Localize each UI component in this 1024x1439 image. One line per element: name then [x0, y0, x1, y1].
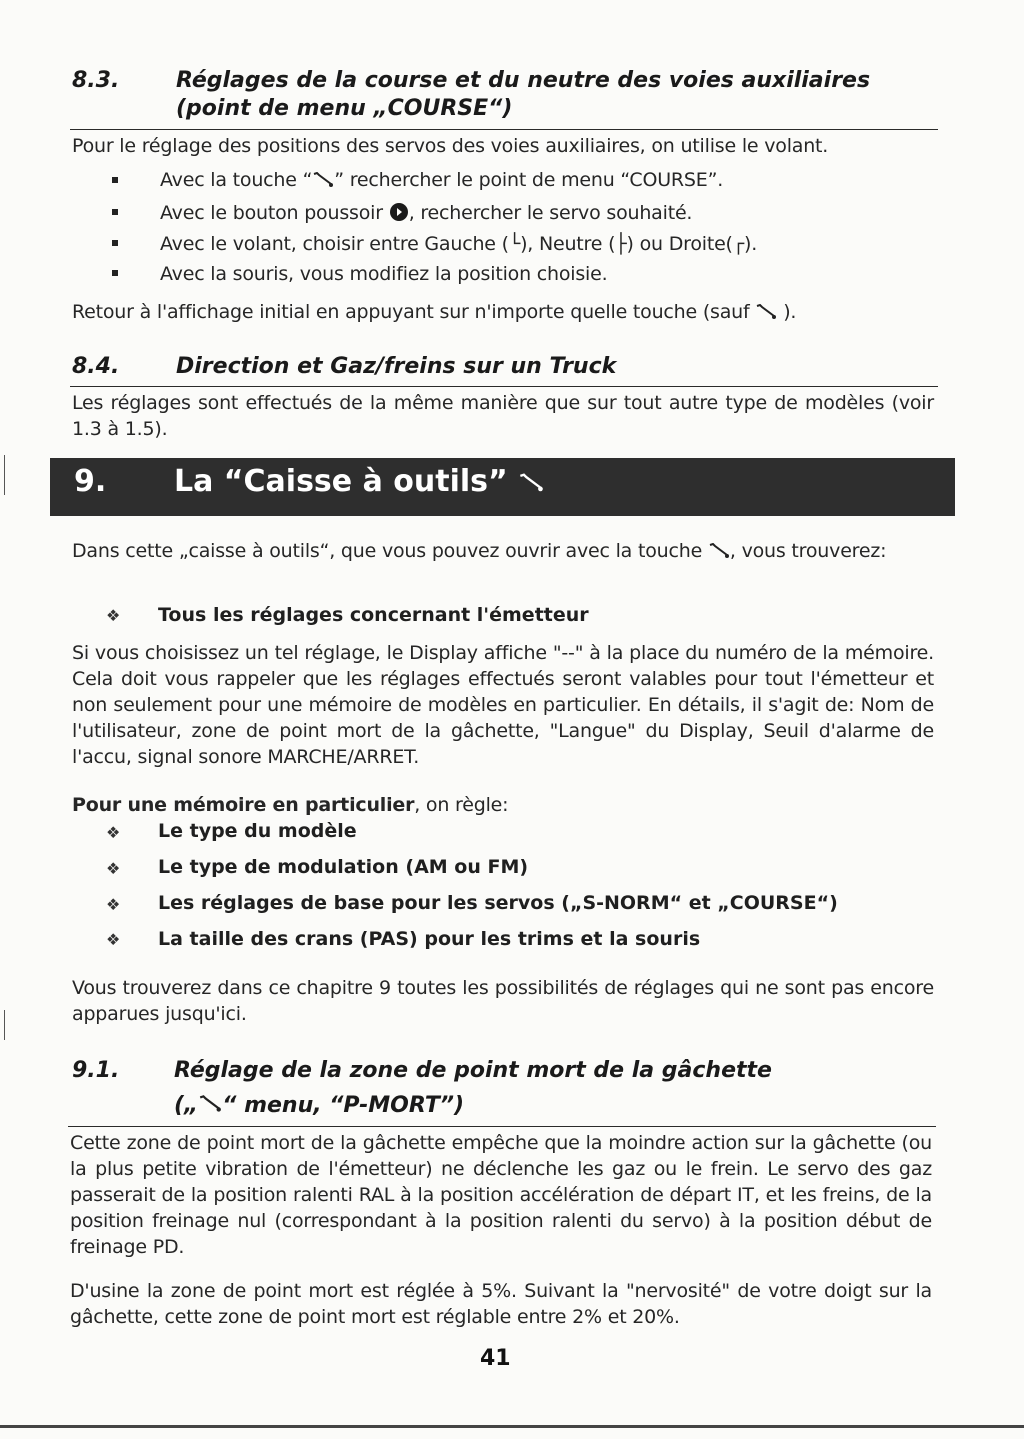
scan-edge-mark — [4, 1010, 5, 1040]
bullet-square — [112, 240, 118, 246]
chapter-9-paragraph-1: Si vous choisissez un tel réglage, le Display affiche "--" à la place du numéro de la mémoire. Cela doit vous rappeler que les réglages effectués seront valables pour tout l'émetteur et non seulement pour une mémoire de modèles en particulier. En détails, il s'agit de: Nom de l'utilisateur, zone de point mort de la gâchette, "Langue" du Display, Seuil d'alarme de l'accu, signal sonore MARCHE/ARRET. — [72, 642, 934, 768]
section-8-4-text: Les réglages sont effectués de la même manière que sur tout autre type de modèles (voir 1.3 à 1.5). — [72, 392, 934, 440]
push-button-icon — [389, 202, 409, 222]
page-number: 41 — [480, 1346, 511, 1371]
chapter-9-title: La “Caisse à outils” — [174, 464, 544, 499]
section-8-4-number: 8.4. — [72, 354, 120, 379]
scan-bottom-line — [0, 1425, 1024, 1428]
section-9-1-number: 9.1. — [72, 1058, 120, 1083]
diamond-bullet-icon: ❖ — [106, 895, 121, 914]
diamond-bullet-icon: ❖ — [106, 859, 121, 878]
chapter-9-banner — [50, 458, 955, 516]
memoire-item-2: Le type de modulation (AM ou FM) — [158, 856, 529, 878]
section-9-1-paragraph-2: D'usine la zone de point mort est réglée à 5%. Suivant la "nervosité" de votre doigt sur la gâchette, cette zone de point mort est réglable entre 2% et 20%. — [70, 1280, 932, 1328]
memoire-item-3: Les réglages de base pour les servos („S-NORM“ et „COURSE“) — [158, 892, 838, 914]
section-8-3-retour: Retour à l'affichage initial en appuyant sur n'importe quelle touche (sauf ). — [72, 301, 797, 323]
wrench-icon — [518, 473, 544, 493]
bullet-square — [112, 270, 118, 276]
bullet-item-2: Avec le bouton poussoir , rechercher le servo souhaité. — [160, 202, 693, 224]
diamond-bullet-icon: ❖ — [106, 606, 121, 625]
bullet-item-1: Avec la touche “ ” rechercher le point de menu “COURSE”. — [160, 169, 724, 191]
scan-edge-mark — [4, 455, 5, 495]
wrench-icon — [755, 304, 777, 320]
memoire-item-4: La taille des crans (PAS) pour les trims et la souris — [158, 928, 701, 950]
bullet-item-3: Avec le volant, choisir entre Gauche (└), Neutre (├) ou Droite(┌). — [160, 233, 758, 255]
chapter-9-outro: Vous trouverez dans ce chapitre 9 toutes les possibilités de réglages qui ne sont pas encore apparues jusqu'ici. — [72, 977, 934, 1025]
chapter-9-memoire-line: Pour une mémoire en particulier, on règle: — [72, 794, 509, 816]
section-8-3-title-line1: Réglages de la course et du neutre des voies auxiliaires — [176, 68, 871, 93]
wrench-icon — [708, 543, 730, 559]
chapter-9-intro: Dans cette „caisse à outils“, que vous pouvez ouvrir avec la touche , vous trouverez: — [72, 540, 887, 562]
section-8-4-title: Direction et Gaz/freins sur un Truck — [176, 354, 617, 379]
section-8-3-intro: Pour le réglage des positions des servos des voies auxiliaires, on utilise le volant. — [72, 135, 829, 157]
section-8-3-rule — [70, 129, 938, 130]
chapter-9-item-emetteur: Tous les réglages concernant l'émetteur — [158, 604, 589, 626]
section-9-1-rule — [68, 1126, 936, 1127]
wrench-icon — [312, 172, 334, 188]
section-9-1-title-line1: Réglage de la zone de point mort de la gâchette — [174, 1058, 772, 1083]
bullet-square — [112, 177, 118, 183]
section-8-3-title-line2: (point de menu „COURSE“) — [176, 96, 513, 121]
memoire-item-1: Le type du modèle — [158, 820, 357, 842]
section-8-3-number: 8.3. — [72, 68, 120, 93]
bullet-item-4: Avec la souris, vous modifiez la position choisie. — [160, 263, 608, 285]
diamond-bullet-icon: ❖ — [106, 823, 121, 842]
wrench-icon — [198, 1095, 222, 1113]
bullet-square — [112, 209, 118, 215]
section-9-1-title-line2: („ “ menu, “P-MORT”) — [174, 1093, 465, 1118]
memoire-label-bold: Pour une mémoire en particulier — [72, 794, 415, 816]
diamond-bullet-icon: ❖ — [106, 930, 121, 949]
section-8-4-rule — [70, 386, 938, 387]
section-9-1-paragraph-1: Cette zone de point mort de la gâchette empêche que la moindre action sur la gâchette (ou la plus petite vibration de l'émetteur) ne déclenche les gaz ou le frein. Le servo des gaz passerait de la position ralenti RAL à la position accélération de départ IT, et les freins, de la position freinage nul (correspondant à la position ralenti du servo) à la position début de freinage PD. — [70, 1132, 932, 1258]
chapter-9-number: 9. — [74, 464, 107, 499]
